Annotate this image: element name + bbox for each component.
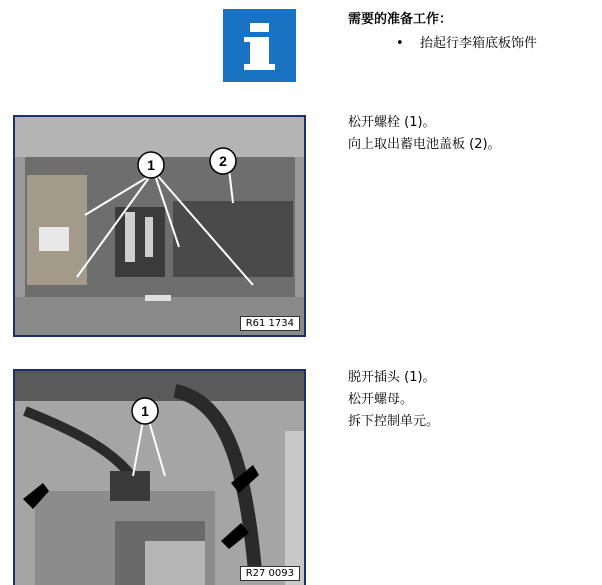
step-2-photo	[13, 369, 306, 585]
image-code: R27 0093	[240, 566, 300, 581]
callout-1: 1	[141, 403, 149, 419]
step-1-text	[348, 112, 501, 156]
preparation-item	[396, 32, 537, 51]
step-1-line-1: 松开螺栓 (1)。	[348, 115, 436, 130]
callout-1: 1	[147, 157, 155, 173]
step-2-line-2: 松开螺母。	[348, 392, 414, 407]
bullet: •	[396, 36, 404, 51]
preparation-title: 需要的准备工作：	[348, 12, 453, 27]
step-1-photo	[13, 115, 306, 337]
preparation-item-text: 抬起行李箱底板饰件	[420, 36, 538, 51]
step-2-line-1: 脱开插头 (1)。	[348, 370, 436, 385]
step-2-line-3: 拆下控制单元。	[348, 414, 440, 429]
step-2-text	[348, 367, 439, 433]
info-icon	[223, 9, 296, 82]
callout-2: 2	[219, 153, 227, 169]
step-1-line-2: 向上取出蓄电池盖板 (2)。	[348, 137, 501, 152]
image-code: R61 1734	[240, 316, 300, 331]
